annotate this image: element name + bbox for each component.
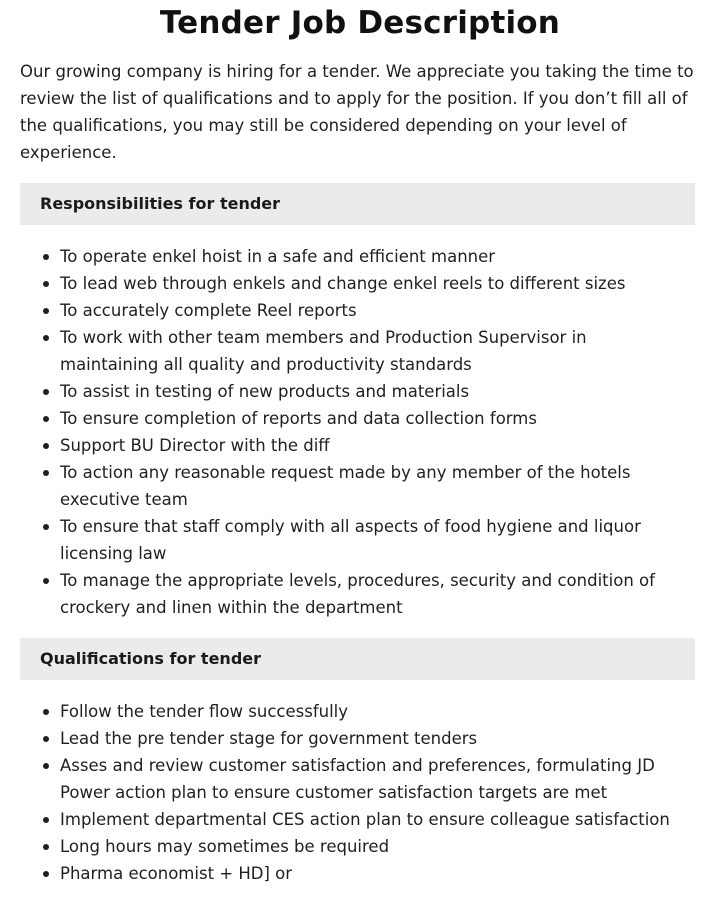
bullet-icon — [43, 389, 49, 395]
list-item — [60, 324, 690, 378]
list-item — [60, 806, 690, 833]
responsibilities-list — [0, 243, 690, 621]
list-item — [60, 243, 690, 270]
qualifications-heading: Qualifications for tender — [20, 638, 695, 680]
list-item — [60, 833, 690, 860]
list-item — [60, 459, 690, 513]
bullet-icon — [43, 443, 49, 449]
list-item-text: Long hours may sometimes be required — [60, 837, 390, 856]
bullet-icon — [43, 308, 49, 314]
bullet-icon — [43, 470, 49, 476]
bullet-icon — [43, 578, 49, 584]
bullet-icon — [43, 844, 49, 850]
list-item — [60, 378, 690, 405]
list-item — [60, 752, 690, 806]
list-item — [60, 725, 690, 752]
intro-paragraph: Our growing company is hiring for a tender. We appreciate you taking the time to review the list of qualifications and to apply for the position. If you don’t fill all of the qualifications, you may still be considered depending on your level of experience. — [20, 62, 694, 162]
list-item — [60, 432, 690, 459]
list-item-text: Implement departmental CES action plan to ensure colleague satisfaction — [60, 810, 670, 829]
list-item — [60, 297, 690, 324]
list-item-text: Support BU Director with the diff — [60, 436, 330, 455]
list-item-text: To lead web through enkels and change enkel reels to different sizes — [60, 274, 626, 293]
list-item — [60, 567, 690, 621]
list-item — [60, 698, 690, 725]
list-item — [60, 860, 690, 887]
list-item-text: Asses and review customer satisfaction and preferences, formulating JD Power action plan to ensure customer satisfaction targets are met — [60, 756, 655, 802]
page-title: Tender Job Description — [159, 5, 561, 41]
list-item-text: To manage the appropriate levels, procedures, security and condition of crockery and linen within the department — [60, 571, 655, 617]
list-item-text: To accurately complete Reel reports — [60, 301, 357, 320]
list-item — [60, 405, 690, 432]
list-item-text: To assist in testing of new products and materials — [60, 382, 470, 401]
list-item-text: To work with other team members and Production Supervisor in maintaining all quality and productivity standards — [60, 328, 587, 374]
bullet-icon — [43, 763, 49, 769]
bullet-icon — [43, 736, 49, 742]
list-item-text: To ensure that staff comply with all aspects of food hygiene and liquor licensing law — [60, 517, 641, 563]
bullet-icon — [43, 871, 49, 877]
list-item-text: To action any reasonable request made by any member of the hotels executive team — [60, 463, 631, 509]
list-item — [60, 270, 690, 297]
bullet-icon — [43, 335, 49, 341]
responsibilities-heading: Responsibilities for tender — [20, 183, 695, 225]
list-item — [60, 513, 690, 567]
list-item-text: To operate enkel hoist in a safe and efficient manner — [60, 247, 496, 266]
list-item-text: To ensure completion of reports and data collection forms — [60, 409, 537, 428]
bullet-icon — [43, 817, 49, 823]
list-item-text: Pharma economist + HD] or — [60, 864, 293, 883]
bullet-icon — [43, 416, 49, 422]
bullet-icon — [43, 709, 49, 715]
bullet-icon — [43, 254, 49, 260]
bullet-icon — [43, 281, 49, 287]
bullet-icon — [43, 524, 49, 530]
list-item-text: Follow the tender flow successfully — [60, 702, 349, 721]
qualifications-list — [0, 698, 690, 887]
list-item-text: Lead the pre tender stage for government tenders — [60, 729, 478, 748]
